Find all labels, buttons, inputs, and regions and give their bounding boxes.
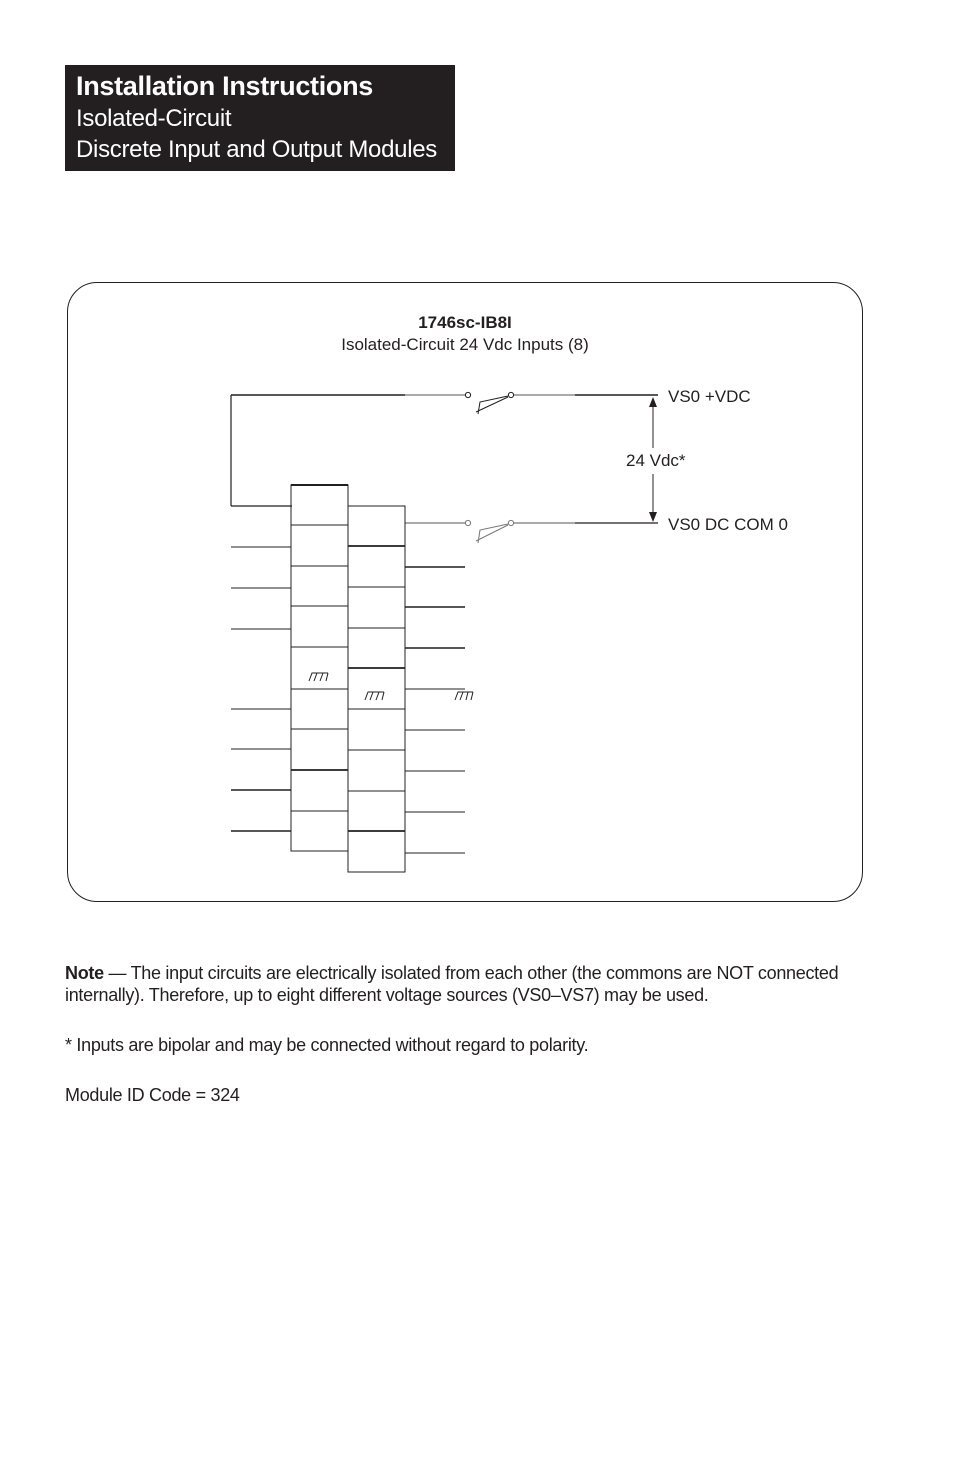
left-lead-wires (231, 547, 291, 831)
vdc-positive-label: VS0 +VDC (668, 387, 751, 406)
document-subtitle-line1: Isolated-Circuit (76, 105, 232, 132)
voltage-label: 24 Vdc* (626, 451, 686, 470)
terminal-block-left-column (291, 485, 348, 851)
chassis-ground-icon (365, 692, 384, 700)
input-switch-bottom (465, 520, 513, 543)
input-switch-top (465, 392, 513, 414)
chassis-ground-icon (309, 673, 328, 681)
module-id-code: Module ID Code = 324 (65, 1085, 240, 1105)
document-subtitle-line2: Discrete Input and Output Modules (76, 136, 437, 163)
dc-common-label: VS0 DC COM 0 (668, 515, 788, 534)
document-title: Installation Instructions (76, 71, 374, 101)
diagram-description: Isolated-Circuit 24 Vdc Inputs (8) (341, 335, 589, 354)
terminal-block-right-column (348, 506, 405, 872)
diagram-model-title: 1746sc-IB8I (418, 313, 512, 332)
note-paragraph (65, 962, 885, 1006)
note-label: Note (65, 963, 104, 983)
vdc-feed-wire (231, 395, 658, 506)
polarity-footnote: * Inputs are bipolar and may be connected without regard to polarity. (65, 1035, 589, 1055)
chassis-ground-icon (455, 692, 473, 700)
note-text: — The input circuits are electrically isolated from each other (the commons are NOT connected internally). Therefore, up to eight different voltage sources (VS0–VS7) may be used. (65, 963, 839, 1005)
notes-section (65, 962, 885, 1106)
right-lead-wires (405, 567, 465, 853)
